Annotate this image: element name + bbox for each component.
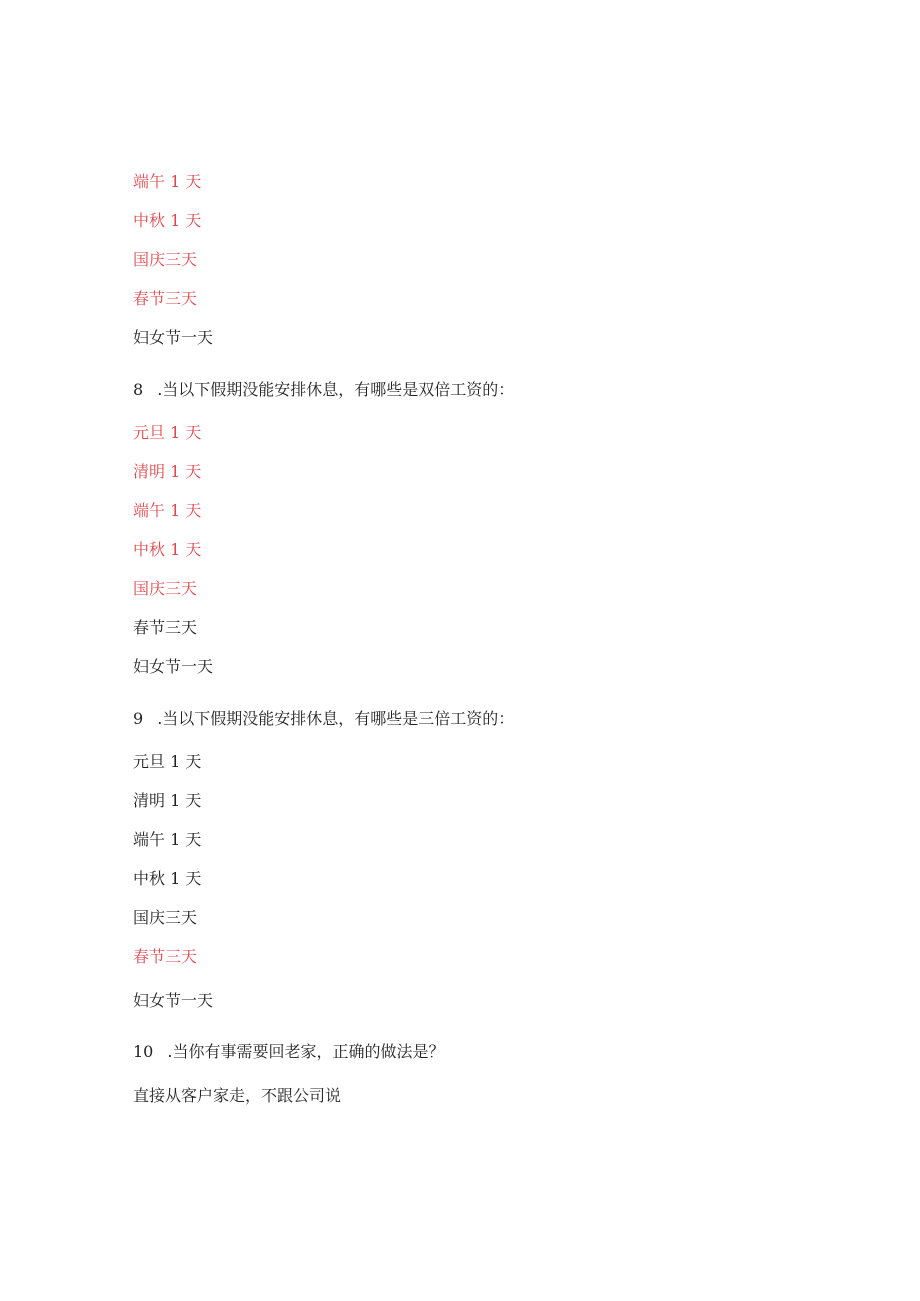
option-item: 妇女节一天 [133, 991, 214, 1010]
question-9 [133, 709, 514, 729]
option-item: 春节三天 [133, 947, 198, 966]
option-item: 中秋 1 天 [133, 869, 202, 888]
option-item: 妇女节一天 [133, 657, 214, 676]
question-text: .当以下假期没能安排休息，有哪些是三倍工资的： [157, 709, 515, 728]
question-text: .当你有事需要回老家，正确的做法是？ [167, 1042, 445, 1061]
option-item: 中秋 1 天 [133, 211, 202, 230]
question-number: 8 [133, 380, 144, 399]
option-item: 中秋 1 天 [133, 540, 202, 559]
option-item: 端午 1 天 [133, 830, 202, 849]
option-item: 国庆三天 [133, 579, 198, 598]
option-item: 端午 1 天 [133, 501, 202, 520]
question-text: .当以下假期没能安排休息，有哪些是双倍工资的： [157, 380, 515, 399]
question-number: 9 [133, 709, 144, 728]
option-item: 春节三天 [133, 289, 198, 308]
question-number: 10 [133, 1042, 154, 1061]
option-item: 国庆三天 [133, 908, 198, 927]
option-item: 清明 1 天 [133, 791, 202, 810]
option-item: 直接从客户家走，不跟公司说 [133, 1086, 342, 1105]
option-item: 妇女节一天 [133, 328, 214, 347]
option-item: 春节三天 [133, 618, 198, 637]
option-item: 清明 1 天 [133, 462, 202, 481]
question-10 [133, 1042, 444, 1062]
question-8 [133, 380, 514, 400]
option-item: 端午 1 天 [133, 172, 202, 191]
option-item: 元旦 1 天 [133, 752, 202, 771]
option-item: 国庆三天 [133, 250, 198, 269]
option-item: 元旦 1 天 [133, 423, 202, 442]
